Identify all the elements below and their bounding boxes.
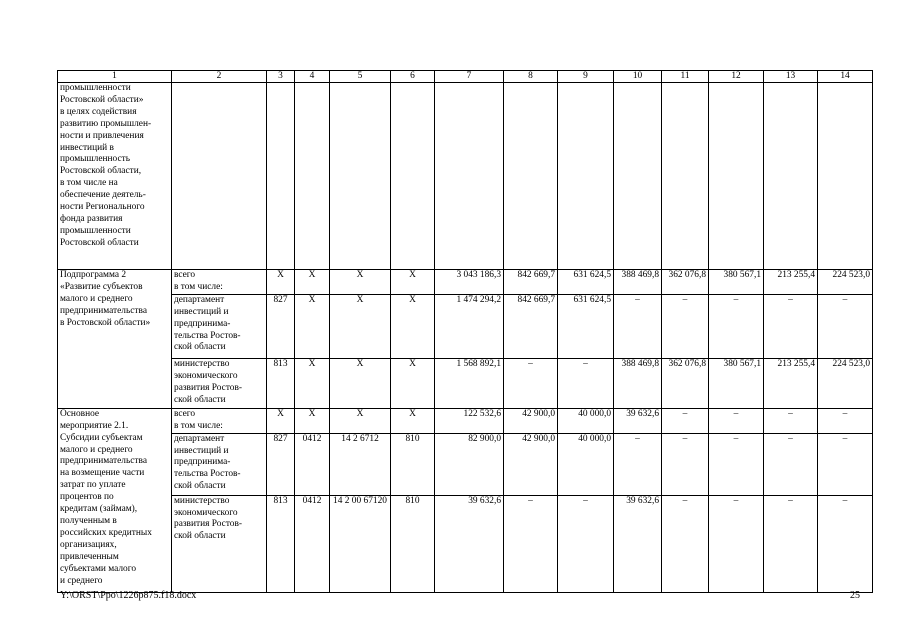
empty-cell [504, 83, 558, 270]
amount-cell-col7: 3 043 186,3 [435, 270, 504, 295]
empty-cell [172, 83, 267, 270]
amount-cell-col12: – [709, 495, 764, 592]
amount-cell-col7: 82 900,0 [435, 433, 504, 495]
vr-cell: X [391, 294, 435, 358]
amount-cell-col11: – [662, 495, 709, 592]
header-cell-10: 10 [614, 71, 662, 83]
footer-file-path: Y:\ORST\Ppo\1226p875.f18.docx [60, 590, 197, 601]
amount-cell-col12: – [709, 408, 764, 433]
amount-cell-col14: 224 523,0 [818, 358, 873, 408]
executor-cell: департамент инвестиций и предпринима- тельства Ростов- ской области [172, 294, 267, 358]
empty-cell [391, 83, 435, 270]
amount-cell-col8: 842 669,7 [504, 270, 558, 295]
amount-cell-col10: 388 469,8 [614, 358, 662, 408]
amount-cell-col14: 224 523,0 [818, 270, 873, 295]
amount-cell-col10: 388 469,8 [614, 270, 662, 295]
amount-cell-col8: 42 900,0 [504, 408, 558, 433]
csr-cell: X [330, 294, 391, 358]
amount-cell-col10: 39 632,6 [614, 408, 662, 433]
vr-cell: X [391, 408, 435, 433]
amount-cell-col8: – [504, 495, 558, 592]
csr-cell: X [330, 270, 391, 295]
header-cell-2: 2 [172, 71, 267, 83]
amount-cell-col14: – [818, 495, 873, 592]
empty-cell [709, 83, 764, 270]
amount-cell-col13: – [764, 495, 818, 592]
executor-cell: министерство экономического развития Ростов- ской области [172, 495, 267, 592]
executor-cell: всего в том числе: [172, 270, 267, 295]
header-cell-6: 6 [391, 71, 435, 83]
amount-cell-col9: – [558, 358, 614, 408]
amount-cell-col11: – [662, 408, 709, 433]
amount-cell-col8: – [504, 358, 558, 408]
amount-cell-col14: – [818, 294, 873, 358]
empty-cell [295, 83, 330, 270]
header-cell-12: 12 [709, 71, 764, 83]
table-row [58, 433, 873, 495]
amount-cell-col13: – [764, 433, 818, 495]
amount-cell-col8: 42 900,0 [504, 433, 558, 495]
grbs-cell: X [267, 270, 295, 295]
header-cell-4: 4 [295, 71, 330, 83]
amount-cell-col9: 40 000,0 [558, 433, 614, 495]
csr-cell: 14 2 6712 [330, 433, 391, 495]
grbs-cell: X [267, 408, 295, 433]
table-row [58, 358, 873, 408]
amount-cell-col10: – [614, 294, 662, 358]
amount-cell-col8: 842 669,7 [504, 294, 558, 358]
grbs-cell: 827 [267, 433, 295, 495]
amount-cell-col9: – [558, 495, 614, 592]
header-cell-14: 14 [818, 71, 873, 83]
header-cell-3: 3 [267, 71, 295, 83]
header-row [58, 71, 873, 83]
csr-cell: X [330, 358, 391, 408]
header-cell-8: 8 [504, 71, 558, 83]
table-row [58, 83, 873, 270]
executor-cell: департамент инвестиций и предпринима- тельства Ростов- ской области [172, 433, 267, 495]
subprogram-title-cell: Подпрограмма 2 «Развитие субъектов малого и среднего предпринимательства в Ростовской области» [58, 270, 172, 409]
table-row [58, 294, 873, 358]
table-row [58, 270, 873, 295]
empty-cell [435, 83, 504, 270]
amount-cell-col12: 380 567,1 [709, 358, 764, 408]
grbs-cell: 827 [267, 294, 295, 358]
vr-cell: X [391, 270, 435, 295]
amount-cell-col9: 631 624,5 [558, 270, 614, 295]
amount-cell-col11: – [662, 433, 709, 495]
rzpr-cell: X [295, 358, 330, 408]
footer-page-number: 25 [850, 590, 860, 601]
csr-cell: 14 2 00 67120 [330, 495, 391, 592]
rzpr-cell: X [295, 294, 330, 358]
header-cell-13: 13 [764, 71, 818, 83]
amount-cell-col13: 213 255,4 [764, 270, 818, 295]
rzpr-cell: X [295, 408, 330, 433]
empty-cell [558, 83, 614, 270]
amount-cell-col11: 362 076,8 [662, 358, 709, 408]
empty-cell [764, 83, 818, 270]
amount-cell-col10: 39 632,6 [614, 495, 662, 592]
program-description-cell: промышленности Ростовской области» в целях содействия развитию промышлен- ности и привлечения инвестиций в промышленность Ростовской области, в том числе на обеспечение деятель- ности Регионального фонда развития промышленности Ростовской области [58, 83, 172, 270]
amount-cell-col11: – [662, 294, 709, 358]
rzpr-cell: 0412 [295, 433, 330, 495]
amount-cell-col12: – [709, 433, 764, 495]
amount-cell-col14: – [818, 408, 873, 433]
budget-table [57, 70, 873, 593]
empty-cell [662, 83, 709, 270]
amount-cell-col7: 122 532,6 [435, 408, 504, 433]
amount-cell-col12: – [709, 294, 764, 358]
executor-cell: министерство экономического развития Ростов- ской области [172, 358, 267, 408]
empty-cell [818, 83, 873, 270]
executor-cell: всего в том числе: [172, 408, 267, 433]
amount-cell-col13: – [764, 294, 818, 358]
header-cell-9: 9 [558, 71, 614, 83]
table-row [58, 408, 873, 433]
rzpr-cell: 0412 [295, 495, 330, 592]
amount-cell-col7: 39 632,6 [435, 495, 504, 592]
amount-cell-col7: 1 568 892,1 [435, 358, 504, 408]
amount-cell-col7: 1 474 294,2 [435, 294, 504, 358]
csr-cell: X [330, 408, 391, 433]
amount-cell-col13: 213 255,4 [764, 358, 818, 408]
vr-cell: X [391, 358, 435, 408]
empty-cell [614, 83, 662, 270]
header-cell-5: 5 [330, 71, 391, 83]
vr-cell: 810 [391, 495, 435, 592]
amount-cell-col14: – [818, 433, 873, 495]
header-cell-7: 7 [435, 71, 504, 83]
amount-cell-col9: 40 000,0 [558, 408, 614, 433]
header-cell-1: 1 [58, 71, 172, 83]
activity-title-cell: Основное мероприятие 2.1. Субсидии субъектам малого и среднего предпринимательства на возмещение части затрат по уплате процентов по кредитам (займам), полученным в российских кредитных организациях, привлеченным субъектами малого и среднего [58, 408, 172, 592]
amount-cell-col10: – [614, 433, 662, 495]
grbs-cell: 813 [267, 358, 295, 408]
rzpr-cell: X [295, 270, 330, 295]
amount-cell-col9: 631 624,5 [558, 294, 614, 358]
vr-cell: 810 [391, 433, 435, 495]
amount-cell-col11: 362 076,8 [662, 270, 709, 295]
amount-cell-col13: – [764, 408, 818, 433]
empty-cell [267, 83, 295, 270]
empty-cell [330, 83, 391, 270]
amount-cell-col12: 380 567,1 [709, 270, 764, 295]
header-cell-11: 11 [662, 71, 709, 83]
grbs-cell: 813 [267, 495, 295, 592]
table-row [58, 495, 873, 592]
